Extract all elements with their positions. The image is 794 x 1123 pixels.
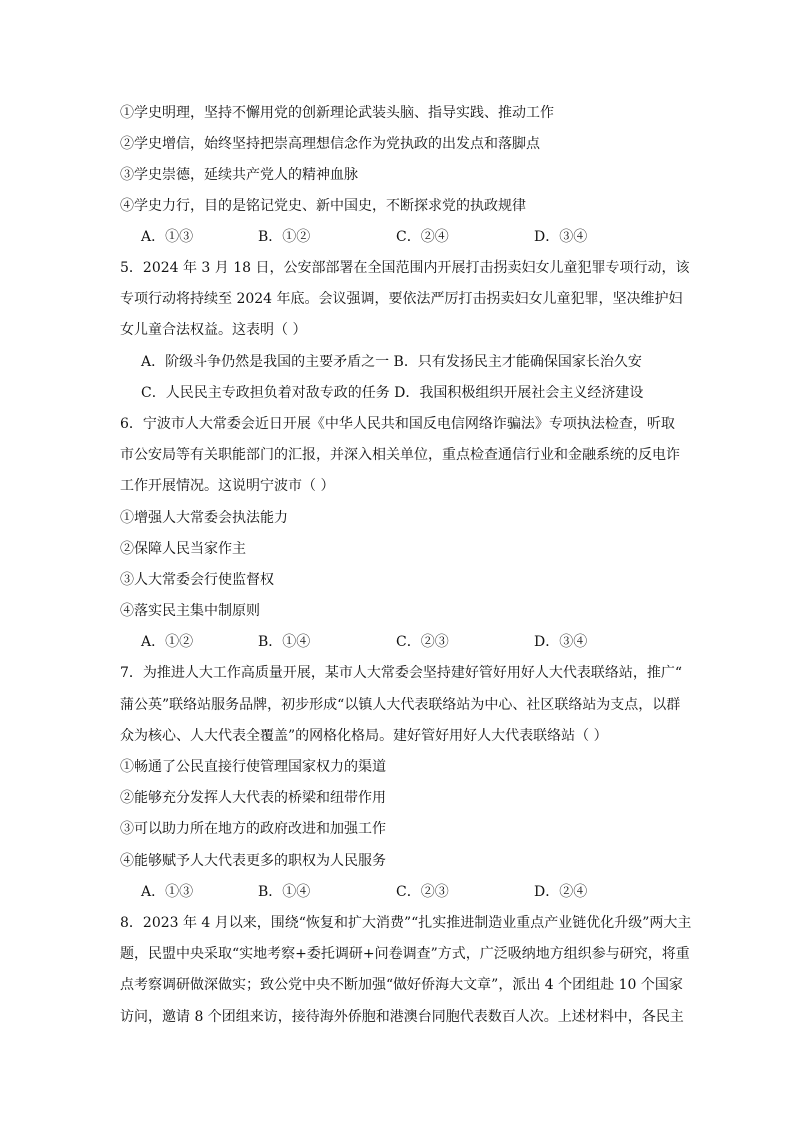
q7-stem-line-1: 7．为推进人大工作高质量开展，某市人大常委会坚持建好管好用好人大代表联络站，推广“ <box>120 665 683 681</box>
q6-option-d[interactable]: D．③④ <box>534 634 588 650</box>
q4-option-c[interactable]: C．②④ <box>396 229 449 245</box>
q7-statement-1: ①畅通了公民直接行使管理国家权力的渠道 <box>120 759 386 775</box>
q6-statement-4: ④落实民主集中制原则 <box>120 603 260 619</box>
q8-stem-line-3: 点考察调研做深做实；致公党中央不断加强“做好侨海大文章”，派出 4 个团组赴 10 个国家 <box>120 977 683 993</box>
q5-options-row-1[interactable]: A．阶级斗争仍然是我国的主要矛盾之一 B．只有发扬民主才能确保国家长治久安 <box>141 354 642 370</box>
q6-option-b[interactable]: B．①④ <box>258 634 311 650</box>
q4-statement-4: ④学史力行，目的是铭记党史、新中国史，不断探求党的执政规律 <box>120 198 526 214</box>
q6-statement-2: ②保障人民当家作主 <box>120 541 246 557</box>
q5-stem-line-1: 5．2024 年 3 月 18 日，公安部部署在全国范围内开展打击拐卖妇女儿童犯罪专项行动，该 <box>120 260 690 276</box>
q7-option-a[interactable]: A．①③ <box>141 884 194 900</box>
q6-stem-line-2: 市公安局等有关职能部门的汇报，并深入相关单位，重点检查通信行业和金融系统的反电诈 <box>120 447 680 463</box>
q7-option-c[interactable]: C．②③ <box>396 884 449 900</box>
q8-stem-line-2: 题，民盟中央采取“实地考察+委托调研+问卷调查”方式，广泛吸纳地方组织参与研究，将重 <box>120 946 690 962</box>
q6-statement-3: ③人大常委会行使监督权 <box>120 572 274 588</box>
q4-option-b[interactable]: B．①② <box>258 229 311 245</box>
q7-stem-line-3: 众为核心、人大代表全覆盖”的网格化格局。建好管好用好人大代表联络站（ ） <box>120 728 608 744</box>
q6-stem-line-1: 6．宁波市人大常委会近日开展《中华人民共和国反电信网络诈骗法》专项执法检查，听取 <box>120 416 675 432</box>
q4-statement-2: ②学史增信，始终坚持把崇高理想信念作为党执政的出发点和落脚点 <box>120 136 540 152</box>
q6-option-a[interactable]: A．①② <box>141 634 194 650</box>
q7-option-b[interactable]: B．①④ <box>258 884 311 900</box>
q4-option-d[interactable]: D．③④ <box>534 229 588 245</box>
q5-options-row-2[interactable]: C．人民民主专政担负着对敌专政的任务 D．我国积极组织开展社会主义经济建设 <box>141 385 644 401</box>
q7-stem-line-2: 蒲公英”联络站服务品牌，初步形成“以镇人大代表联络站为中心、社区联络站为支点，以群 <box>120 697 681 713</box>
q6-stem-line-3: 工作开展情况。这说明宁波市（ ） <box>120 478 335 494</box>
q5-stem-line-3: 女儿童合法权益。这表明（ ） <box>120 322 307 338</box>
q4-option-a[interactable]: A．①③ <box>141 229 194 245</box>
q7-statement-4: ④能够赋予人大代表更多的职权为人民服务 <box>120 853 386 869</box>
q7-option-d[interactable]: D．②④ <box>534 884 588 900</box>
q7-statement-3: ③可以助力所在地方的政府改进和加强工作 <box>120 821 386 837</box>
q4-statement-3: ③学史崇德，延续共产党人的精神血脉 <box>120 167 358 183</box>
q6-option-c[interactable]: C．②③ <box>396 634 449 650</box>
q7-statement-2: ②能够充分发挥人大代表的桥梁和纽带作用 <box>120 790 386 806</box>
q8-stem-line-1: 8．2023 年 4 月以来，围绕“恢复和扩大消费”“扎实推进制造业重点产业链优化升级”两大主 <box>120 915 692 931</box>
q5-stem-line-2: 专项行动将持续至 2024 年底。会议强调，要依法严厉打击拐卖妇女儿童犯罪，坚决维护妇 <box>120 291 683 307</box>
q8-stem-line-4: 访问，邀请 8 个团组来访，接待海外侨胞和港澳台同胞代表数百人次。上述材料中，各民主 <box>120 1009 684 1025</box>
q4-statement-1: ①学史明理，坚持不懈用党的创新理论武装头脑、指导实践、推动工作 <box>120 105 554 121</box>
q6-statement-1: ①增强人大常委会执法能力 <box>120 510 288 526</box>
